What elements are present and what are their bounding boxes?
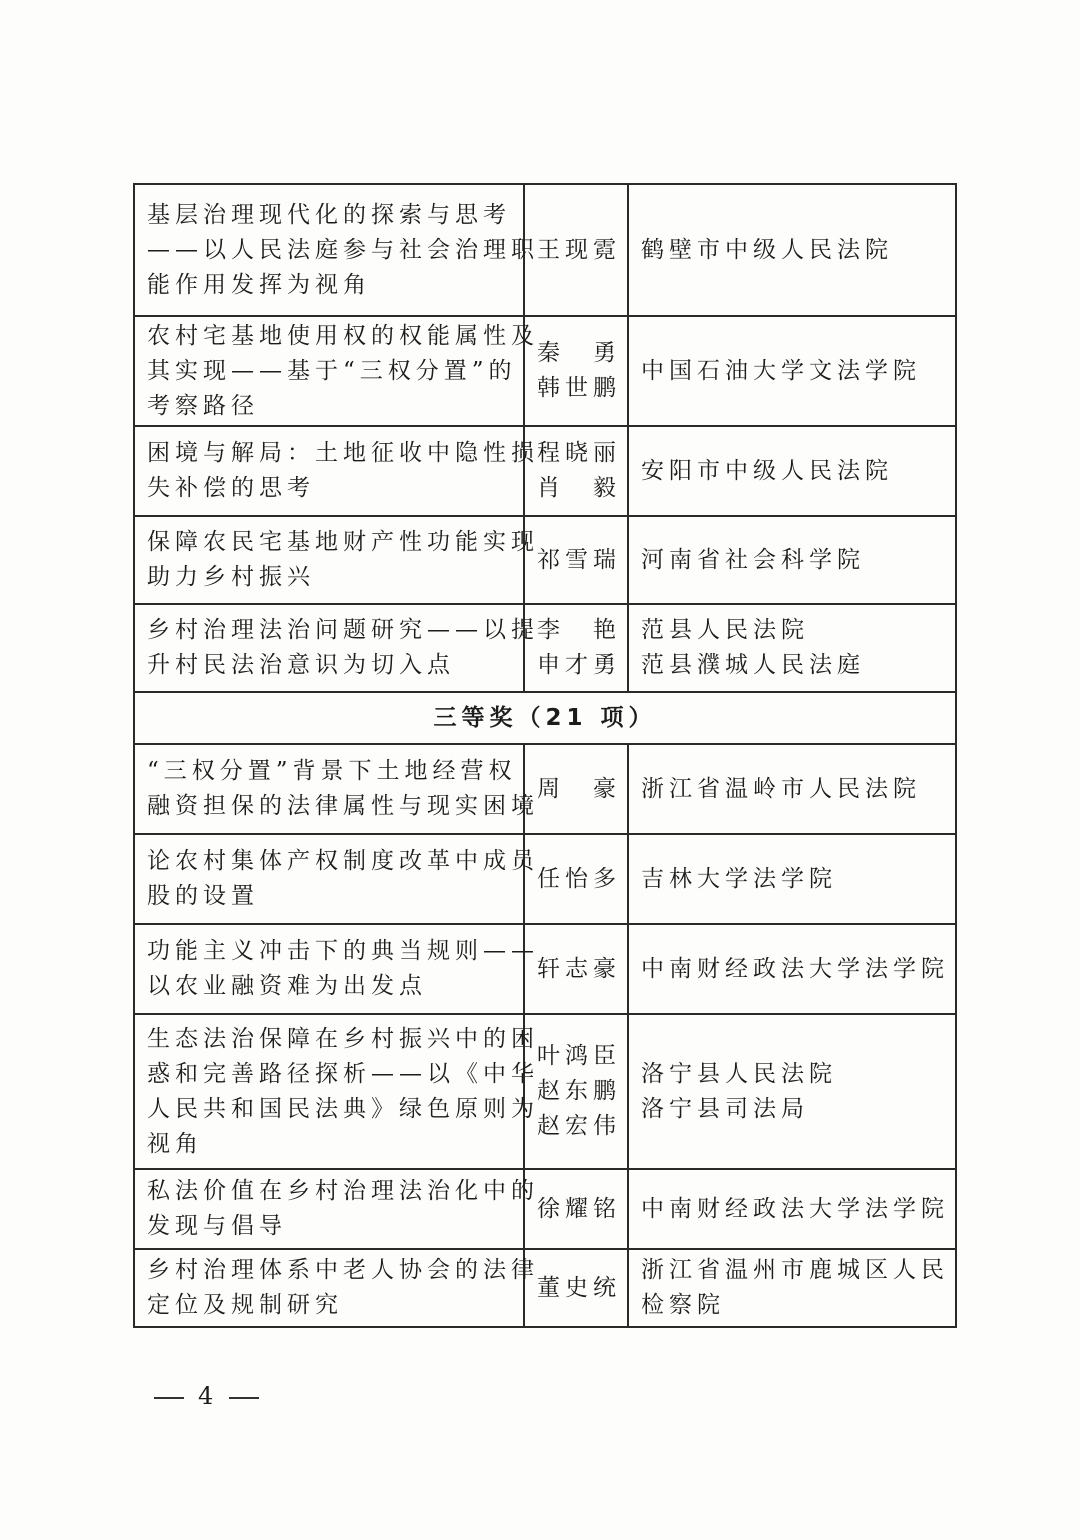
paper-title: 定位及规制研究 bbox=[147, 1292, 343, 1318]
author-name-cell bbox=[524, 1249, 628, 1327]
paper-title-cell bbox=[134, 426, 539, 516]
organization-name: 洛宁县人民法院 bbox=[641, 1060, 837, 1087]
paper-title: 乡村治理法治问题研究——以提 bbox=[147, 617, 539, 643]
paper-title-cell bbox=[134, 1169, 539, 1249]
organization-name-cell bbox=[628, 316, 956, 426]
organization-name-cell bbox=[628, 604, 956, 692]
author-name: 李 艳 bbox=[537, 617, 621, 643]
paper-title: 乡村治理体系中老人协会的法律 bbox=[147, 1257, 539, 1283]
paper-title: 生态法治保障在乡村振兴中的困 bbox=[147, 1025, 539, 1052]
paper-title: 股的设置 bbox=[147, 883, 259, 909]
paper-title-cell bbox=[134, 184, 539, 316]
organization-name: 范县濮城人民法庭 bbox=[641, 652, 865, 678]
author-name-cell bbox=[524, 604, 628, 692]
organization-name: 浙江省温州市鹿城区人民 bbox=[641, 1257, 949, 1283]
page-number: 4 bbox=[198, 1382, 216, 1410]
organization-name: 浙江省温岭市人民法院 bbox=[641, 775, 921, 802]
organization-name: 范县人民法院 bbox=[641, 617, 809, 643]
author-name: 任怡多 bbox=[537, 865, 621, 892]
organization-name: 中国石油大学文法学院 bbox=[641, 357, 921, 384]
author-name-cell bbox=[524, 924, 628, 1014]
paper-title: “三权分置”背景下土地经营权 bbox=[147, 758, 517, 784]
second-prize-rows bbox=[134, 184, 956, 692]
author-name: 轩志豪 bbox=[537, 955, 621, 982]
organization-name: 吉林大学法学院 bbox=[641, 865, 837, 892]
paper-title: 惑和完善路径探析——以《中华 bbox=[147, 1060, 539, 1087]
paper-title-cell bbox=[134, 924, 539, 1014]
author-name-cell bbox=[524, 516, 628, 604]
paper-title: 保障农民宅基地财产性功能实现 bbox=[147, 529, 539, 555]
paper-title: 以农业融资难为出发点 bbox=[147, 973, 427, 999]
author-name-cell bbox=[524, 1014, 628, 1169]
organization-name: 河南省社会科学院 bbox=[641, 546, 865, 573]
organization-name-cell bbox=[628, 834, 956, 924]
author-name: 王现霓 bbox=[537, 236, 621, 263]
organization-name-cell bbox=[628, 426, 956, 516]
section-title: 三等奖（21 项） bbox=[134, 692, 956, 744]
organization-name: 检察院 bbox=[641, 1292, 725, 1318]
author-name-cell bbox=[524, 426, 628, 516]
author-name-cell bbox=[524, 316, 628, 426]
paper-title: 基层治理现代化的探索与思考 bbox=[147, 201, 511, 228]
organization-name: 中南财经政法大学法学院 bbox=[641, 955, 949, 982]
paper-title-cell bbox=[134, 1014, 539, 1169]
table-row bbox=[134, 184, 956, 316]
paper-title: 农村宅基地使用权的权能属性及 bbox=[147, 322, 539, 349]
paper-title-cell bbox=[134, 516, 539, 604]
organization-name-cell bbox=[628, 1014, 956, 1169]
author-name: 申才勇 bbox=[537, 652, 621, 678]
organization-name-cell bbox=[628, 1249, 956, 1327]
paper-title: ——以人民法庭参与社会治理职 bbox=[147, 236, 539, 263]
organization-name-cell bbox=[628, 744, 956, 834]
paper-title-cell bbox=[134, 834, 539, 924]
author-name: 肖 毅 bbox=[537, 475, 621, 501]
paper-title: 困境与解局：土地征收中隐性损 bbox=[147, 440, 539, 466]
section-header-row bbox=[134, 692, 956, 744]
paper-title: 私法价值在乡村治理法治化中的 bbox=[147, 1178, 539, 1204]
paper-title: 人民共和国民法典》绿色原则为 bbox=[147, 1095, 539, 1122]
organization-name: 中南财经政法大学法学院 bbox=[641, 1195, 949, 1222]
paper-title: 失补偿的思考 bbox=[147, 475, 315, 501]
paper-title: 功能主义冲击下的典当规则—— bbox=[147, 938, 539, 964]
organization-name: 洛宁县司法局 bbox=[641, 1095, 809, 1122]
author-name: 祁雪瑞 bbox=[537, 546, 621, 573]
author-name: 赵宏伟 bbox=[537, 1113, 621, 1139]
author-name: 徐耀铭 bbox=[537, 1195, 621, 1222]
dash-left bbox=[154, 1397, 184, 1399]
organization-name-cell bbox=[628, 924, 956, 1014]
table-row bbox=[134, 316, 956, 426]
author-name: 秦 勇 bbox=[537, 340, 621, 366]
paper-title: 助力乡村振兴 bbox=[147, 564, 315, 590]
page-number-footer bbox=[140, 1382, 273, 1410]
paper-title-cell bbox=[134, 604, 539, 692]
author-name: 周 豪 bbox=[537, 775, 621, 802]
author-name: 韩世鹏 bbox=[537, 375, 621, 401]
paper-title-cell bbox=[134, 744, 539, 834]
third-prize-rows bbox=[134, 744, 956, 1327]
author-name-cell bbox=[524, 1169, 628, 1249]
paper-title: 考察路径 bbox=[147, 392, 259, 419]
author-name: 程晓丽 bbox=[537, 440, 621, 466]
paper-title: 视角 bbox=[147, 1130, 203, 1157]
paper-title: 发现与倡导 bbox=[147, 1213, 287, 1239]
author-name: 董史统 bbox=[537, 1274, 621, 1301]
paper-title-cell bbox=[134, 316, 539, 426]
paper-title: 论农村集体产权制度改革中成员 bbox=[147, 848, 539, 874]
table-row bbox=[134, 834, 956, 924]
author-name-cell bbox=[524, 834, 628, 924]
organization-name-cell bbox=[628, 184, 956, 316]
paper-title: 能作用发挥为视角 bbox=[147, 271, 371, 298]
paper-title: 其实现——基于“三权分置”的 bbox=[147, 357, 517, 384]
table-row bbox=[134, 604, 956, 692]
table-row bbox=[134, 924, 956, 1014]
table-row bbox=[134, 1249, 956, 1327]
table-row bbox=[134, 1169, 956, 1249]
table-row bbox=[134, 1014, 956, 1169]
paper-title: 升村民法治意识为切入点 bbox=[147, 652, 455, 678]
paper-title-cell bbox=[134, 1249, 539, 1327]
table-row bbox=[134, 744, 956, 834]
organization-name: 鹤壁市中级人民法院 bbox=[641, 236, 893, 263]
organization-name-cell bbox=[628, 516, 956, 604]
table-row bbox=[134, 426, 956, 516]
dash-right bbox=[229, 1397, 259, 1399]
author-name-cell bbox=[524, 184, 628, 316]
paper-title: 融资担保的法律属性与现实困境 bbox=[147, 793, 539, 819]
organization-name-cell bbox=[628, 1169, 956, 1249]
table-row bbox=[134, 516, 956, 604]
awards-table bbox=[133, 183, 957, 1328]
organization-name: 安阳市中级人民法院 bbox=[641, 457, 893, 484]
third-prize-section bbox=[134, 692, 956, 744]
author-name: 叶鸿臣 bbox=[537, 1043, 621, 1069]
author-name-cell bbox=[524, 744, 628, 834]
author-name: 赵东鹏 bbox=[537, 1078, 621, 1104]
